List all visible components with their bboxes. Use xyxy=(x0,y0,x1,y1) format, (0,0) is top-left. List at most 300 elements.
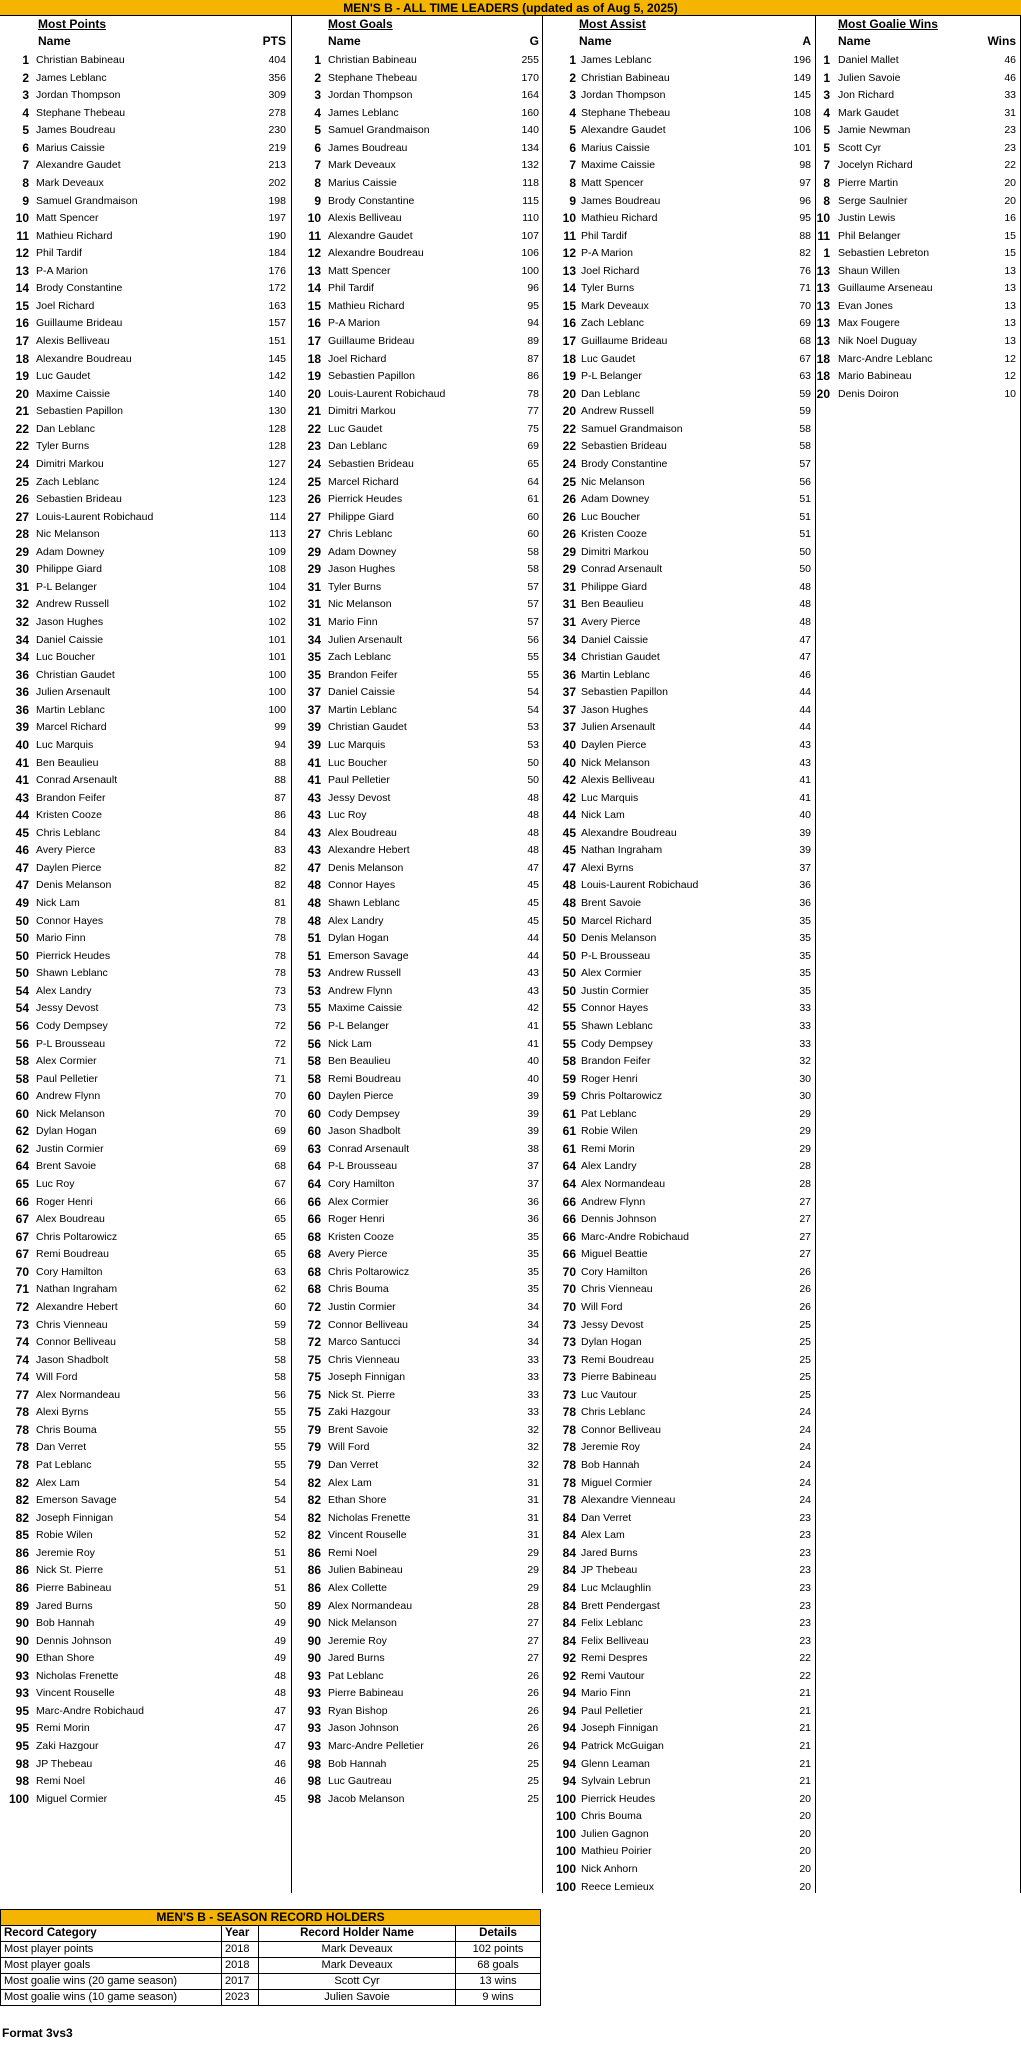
name-cell: Guillaume Arseneau xyxy=(838,282,933,295)
table-row xyxy=(0,1176,291,1194)
value-cell: 39 xyxy=(799,844,811,857)
rank-cell: 25 xyxy=(562,474,576,489)
rank-cell: 84 xyxy=(562,1616,576,1631)
value-cell: 142 xyxy=(268,370,286,383)
rank-cell: 94 xyxy=(562,1739,576,1753)
name-cell: Pierre Martin xyxy=(838,176,899,189)
value-cell: 48 xyxy=(274,1687,286,1700)
name-cell: Alexandre Hebert xyxy=(328,844,410,857)
rank-cell: 10 xyxy=(562,211,576,226)
value-cell: 54 xyxy=(274,1476,286,1489)
table-row xyxy=(0,1123,291,1141)
table-row xyxy=(292,1562,542,1580)
name-cell: Jocelyn Richard xyxy=(838,159,913,172)
table-row xyxy=(292,122,542,140)
rank-cell: 98 xyxy=(307,1791,321,1806)
name-cell: Dimitri Markou xyxy=(581,545,649,558)
rank-cell: 90 xyxy=(15,1633,29,1648)
table-row xyxy=(292,1633,542,1651)
table-row xyxy=(292,1246,542,1264)
value-cell: 78 xyxy=(274,967,286,980)
rank-cell: 18 xyxy=(15,351,29,366)
name-cell: Julien Gagnon xyxy=(581,1827,649,1840)
table-row xyxy=(0,1158,291,1176)
table-row xyxy=(543,210,815,228)
rank-cell: 43 xyxy=(15,790,29,805)
value-cell: 41 xyxy=(799,774,811,787)
table-row xyxy=(0,245,291,263)
table-row xyxy=(543,140,815,158)
rank-cell: 82 xyxy=(15,1475,29,1490)
rank-cell: 37 xyxy=(307,702,321,717)
record-row xyxy=(1,1958,541,1974)
value-cell: 26 xyxy=(527,1704,539,1717)
value-cell: 55 xyxy=(274,1441,286,1454)
name-cell: Paul Pelletier xyxy=(36,1072,98,1085)
name-cell: Alexandre Boudreau xyxy=(328,247,424,260)
value-cell: 58 xyxy=(799,440,811,453)
name-cell: Adam Downey xyxy=(581,493,650,506)
rank-cell: 55 xyxy=(562,1018,576,1033)
value-cell: 72 xyxy=(274,1037,286,1050)
rank-cell: 50 xyxy=(562,913,576,928)
table-row xyxy=(816,315,1020,333)
value-cell: 28 xyxy=(527,1599,539,1612)
value-cell: 45 xyxy=(527,914,539,927)
table-row xyxy=(816,87,1020,105)
name-cell: Brandon Feifer xyxy=(581,1055,651,1068)
rank-cell: 58 xyxy=(307,1054,321,1069)
value-cell: 32 xyxy=(527,1459,539,1471)
rank-cell: 4 xyxy=(22,105,29,120)
name-cell: Dan Verret xyxy=(581,1511,632,1524)
name-cell: Zach Leblanc xyxy=(581,317,645,330)
table-row xyxy=(543,386,815,404)
rank-cell: 58 xyxy=(15,1054,29,1069)
name-cell: Justin Cormier xyxy=(328,1300,396,1313)
rank-cell: 16 xyxy=(15,316,29,331)
table-row xyxy=(543,649,815,667)
value-cell: 78 xyxy=(274,914,286,927)
value-cell: 106 xyxy=(793,124,811,137)
table-row xyxy=(0,421,291,439)
name-cell: Stephane Thebeau xyxy=(36,106,126,119)
table-row xyxy=(0,1317,291,1335)
rank-cell: 7 xyxy=(314,158,321,173)
name-cell: Martin Leblanc xyxy=(36,703,105,716)
rank-cell: 40 xyxy=(15,737,29,752)
value-cell: 48 xyxy=(527,844,539,857)
name-cell: Shawn Leblanc xyxy=(581,1019,653,1032)
value-cell: 101 xyxy=(268,633,286,646)
table-row xyxy=(292,1176,542,1194)
goals-rows xyxy=(292,52,542,1808)
value-cell: 71 xyxy=(799,282,811,295)
value-cell: 20 xyxy=(799,1880,811,1893)
table-row xyxy=(543,544,815,562)
table-row xyxy=(543,1879,815,1897)
name-cell: P-A Marion xyxy=(328,317,380,330)
table-row xyxy=(0,596,291,614)
rank-cell: 11 xyxy=(16,228,29,243)
value-cell: 33 xyxy=(1004,89,1016,102)
rank-cell: 72 xyxy=(307,1317,321,1332)
value-cell: 24 xyxy=(799,1423,811,1436)
rank-cell: 75 xyxy=(307,1370,321,1385)
rank-cell: 18 xyxy=(816,351,830,366)
table-row xyxy=(292,245,542,263)
rank-cell: 73 xyxy=(15,1317,29,1332)
value-cell: 123 xyxy=(268,493,286,506)
value-cell: 213 xyxy=(268,159,286,172)
table-row xyxy=(543,772,815,790)
rank-cell: 14 xyxy=(307,281,321,296)
name-cell: Alexandre Boudreau xyxy=(36,352,132,365)
rank-cell: 78 xyxy=(562,1422,576,1437)
name-cell: Sylvain Lebrun xyxy=(581,1775,651,1788)
value-cell: 63 xyxy=(274,1265,286,1278)
name-cell: Andrew Russell xyxy=(581,405,654,418)
value-cell: 25 xyxy=(527,1775,539,1788)
assists-value-header: A xyxy=(802,34,811,48)
table-row xyxy=(0,719,291,737)
value-cell: 43 xyxy=(527,967,539,980)
name-cell: Marius Caissie xyxy=(36,141,105,154)
value-cell: 46 xyxy=(1004,71,1016,84)
table-row xyxy=(292,1580,542,1598)
value-cell: 25 xyxy=(799,1336,811,1349)
value-cell: 31 xyxy=(527,1529,539,1542)
value-cell: 95 xyxy=(799,212,811,225)
name-cell: Luc Roy xyxy=(328,809,367,822)
name-cell: Dylan Hogan xyxy=(581,1336,642,1349)
name-cell: Joseph Finnigan xyxy=(36,1511,114,1524)
table-row xyxy=(543,1457,815,1475)
value-cell: 24 xyxy=(799,1441,811,1454)
name-cell: Nick Melanson xyxy=(36,1107,105,1120)
rank-cell: 51 xyxy=(307,931,321,946)
record-holder-header: Record Holder Name xyxy=(259,1926,456,1942)
table-row xyxy=(0,263,291,281)
value-cell: 30 xyxy=(799,1090,811,1103)
value-cell: 65 xyxy=(527,457,539,470)
table-row xyxy=(292,1685,542,1703)
name-cell: Chris Leblanc xyxy=(36,826,101,839)
name-cell: Marc-Andre Robichaud xyxy=(36,1704,144,1717)
rank-cell: 4 xyxy=(569,105,576,120)
table-row xyxy=(292,930,542,948)
value-cell: 46 xyxy=(274,1757,286,1770)
table-row xyxy=(543,474,815,492)
value-cell: 36 xyxy=(799,879,811,892)
rank-cell: 37 xyxy=(562,685,576,700)
rank-cell: 78 xyxy=(15,1458,29,1472)
value-cell: 61 xyxy=(527,493,539,506)
name-cell: Daniel Caissie xyxy=(328,686,396,699)
name-cell: Pierre Babineau xyxy=(328,1687,404,1700)
rank-cell: 94 xyxy=(562,1721,576,1736)
rank-cell: 72 xyxy=(307,1299,321,1314)
rank-cell: 50 xyxy=(15,948,29,963)
value-cell: 31 xyxy=(527,1494,539,1507)
value-cell: 77 xyxy=(527,405,539,418)
table-row xyxy=(0,193,291,211)
value-cell: 46 xyxy=(274,1775,286,1788)
value-cell: 170 xyxy=(521,71,539,84)
name-cell: Avery Pierce xyxy=(36,844,96,857)
table-row xyxy=(543,1826,815,1844)
value-cell: 55 xyxy=(527,651,539,664)
rank-cell: 16 xyxy=(307,316,321,331)
rank-cell: 3 xyxy=(22,88,29,103)
value-cell: 81 xyxy=(274,897,286,909)
rank-cell: 41 xyxy=(15,755,29,770)
table-row xyxy=(292,1211,542,1229)
value-cell: 47 xyxy=(799,633,811,646)
most-goals-title: Most Goals xyxy=(328,17,393,31)
table-row xyxy=(0,965,291,983)
value-cell: 102 xyxy=(268,616,286,628)
value-cell: 44 xyxy=(799,686,811,699)
name-cell: Guillaume Brideau xyxy=(581,335,668,347)
table-row xyxy=(816,263,1020,281)
table-row xyxy=(292,1053,542,1071)
rank-cell: 32 xyxy=(15,615,29,629)
rank-cell: 8 xyxy=(314,175,321,190)
name-cell: Jeremie Roy xyxy=(328,1634,387,1647)
table-row xyxy=(292,1527,542,1545)
rank-cell: 43 xyxy=(307,808,321,823)
season-records-title: MEN'S B - SEASON RECORD HOLDERS xyxy=(1,1910,541,1926)
value-cell: 118 xyxy=(522,176,539,189)
table-row xyxy=(292,52,542,70)
name-cell: Mark Deveaux xyxy=(36,176,104,189)
value-cell: 33 xyxy=(799,1019,811,1032)
name-cell: Connor Hayes xyxy=(581,1002,649,1015)
value-cell: 23 xyxy=(799,1564,811,1577)
table-row xyxy=(0,1071,291,1089)
name-cell: Alex Lam xyxy=(328,1476,372,1489)
value-cell: 44 xyxy=(799,703,811,716)
value-cell: 23 xyxy=(799,1546,811,1559)
value-cell: 37 xyxy=(799,861,811,874)
table-row xyxy=(0,491,291,509)
name-cell: Luc Marquis xyxy=(581,791,639,804)
name-cell: Cory Hamilton xyxy=(328,1178,395,1190)
value-cell: 75 xyxy=(527,422,539,435)
value-cell: 31 xyxy=(527,1476,539,1489)
name-cell: Jessy Devost xyxy=(328,791,391,804)
value-cell: 43 xyxy=(799,756,811,769)
table-row xyxy=(543,298,815,316)
value-cell: 69 xyxy=(527,440,539,453)
name-cell: Roger Henri xyxy=(581,1072,638,1085)
rank-cell: 95 xyxy=(15,1703,29,1718)
rank-cell: 17 xyxy=(562,334,576,348)
rank-cell: 55 xyxy=(562,1001,576,1016)
rank-cell: 78 xyxy=(15,1405,29,1420)
table-row xyxy=(543,1299,815,1317)
name-cell: Bob Hannah xyxy=(328,1757,387,1770)
name-cell: Tyler Burns xyxy=(328,580,382,593)
record-year-cell: 2023 xyxy=(222,1990,259,2006)
rank-cell: 66 xyxy=(562,1212,576,1227)
value-cell: 27 xyxy=(527,1634,539,1647)
value-cell: 94 xyxy=(527,317,539,330)
value-cell: 58 xyxy=(527,545,539,558)
name-cell: Brody Constantine xyxy=(328,194,415,207)
name-cell: Shaun Willen xyxy=(838,264,900,277)
rank-cell: 1 xyxy=(314,53,321,67)
value-cell: 51 xyxy=(799,528,811,541)
rank-cell: 10 xyxy=(816,211,830,226)
table-row xyxy=(816,140,1020,158)
name-cell: Dan Leblanc xyxy=(328,440,387,453)
table-row xyxy=(543,561,815,579)
name-cell: Alexandre Vienneau xyxy=(581,1494,676,1507)
value-cell: 29 xyxy=(799,1142,811,1155)
value-cell: 41 xyxy=(527,1019,539,1032)
value-cell: 55 xyxy=(274,1459,286,1471)
table-row xyxy=(0,913,291,931)
value-cell: 56 xyxy=(527,633,539,646)
value-cell: 58 xyxy=(274,1371,286,1384)
name-cell: Denis Melanson xyxy=(36,879,112,892)
table-row xyxy=(0,649,291,667)
value-cell: 25 xyxy=(527,1757,539,1770)
rank-cell: 56 xyxy=(307,1018,321,1033)
name-cell: Daylen Pierce xyxy=(581,738,647,751)
value-cell: 23 xyxy=(799,1581,811,1594)
table-row xyxy=(543,913,815,931)
name-cell: P-L Brousseau xyxy=(328,1160,398,1173)
value-cell: 66 xyxy=(274,1195,286,1208)
rank-cell: 60 xyxy=(15,1089,29,1104)
value-cell: 23 xyxy=(799,1529,811,1542)
rank-cell: 60 xyxy=(15,1106,29,1121)
name-cell: Brandon Feifer xyxy=(328,668,398,681)
rank-cell: 82 xyxy=(307,1528,321,1543)
table-row xyxy=(292,877,542,895)
rank-cell: 10 xyxy=(307,211,321,226)
name-cell: Julien Babineau xyxy=(328,1564,403,1577)
value-cell: 108 xyxy=(268,563,286,576)
name-cell: Will Ford xyxy=(581,1300,623,1313)
value-cell: 39 xyxy=(527,1090,539,1103)
table-row xyxy=(543,1158,815,1176)
rank-cell: 73 xyxy=(562,1317,576,1332)
rank-cell: 84 xyxy=(562,1563,576,1578)
table-row xyxy=(816,193,1020,211)
table-row xyxy=(0,210,291,228)
name-cell: Nicholas Frenette xyxy=(328,1511,411,1524)
value-cell: 47 xyxy=(799,651,811,664)
rank-cell: 86 xyxy=(307,1545,321,1560)
table-row xyxy=(292,491,542,509)
name-cell: Luc Vautour xyxy=(581,1388,637,1401)
rank-cell: 53 xyxy=(307,966,321,981)
name-cell: Remi Despres xyxy=(581,1652,648,1665)
record-category-cell: Most player points xyxy=(1,1942,222,1958)
table-row xyxy=(0,1580,291,1598)
table-row xyxy=(543,1527,815,1545)
name-cell: Sebastien Lebreton xyxy=(838,247,930,260)
table-row xyxy=(292,105,542,123)
name-cell: Julien Arsenault xyxy=(328,633,403,646)
table-row xyxy=(292,1158,542,1176)
table-row xyxy=(543,1843,815,1861)
rank-cell: 19 xyxy=(307,369,321,384)
rank-cell: 86 xyxy=(307,1580,321,1595)
table-row xyxy=(0,1510,291,1528)
table-row xyxy=(543,228,815,246)
name-cell: JP Thebeau xyxy=(581,1564,638,1577)
main-title-banner: MEN'S B - ALL TIME LEADERS (updated as of Aug 5, 2025) xyxy=(0,0,1021,16)
name-cell: Marc-Andre Leblanc xyxy=(838,352,933,365)
value-cell: 65 xyxy=(274,1213,286,1226)
rank-cell: 13 xyxy=(816,263,830,278)
name-cell: Nick Anhorn xyxy=(581,1862,638,1875)
value-cell: 15 xyxy=(1004,247,1016,260)
rank-cell: 18 xyxy=(562,351,576,366)
name-cell: Andrew Russell xyxy=(36,598,109,611)
name-cell: Mathieu Richard xyxy=(328,299,405,312)
value-cell: 78 xyxy=(274,949,286,962)
value-cell: 76 xyxy=(799,264,811,277)
table-row xyxy=(543,1281,815,1299)
name-cell: James Boudreau xyxy=(36,124,116,137)
name-cell: Miguel Beattie xyxy=(581,1248,648,1261)
table-row xyxy=(292,544,542,562)
name-cell: Zach Leblanc xyxy=(328,651,392,664)
table-row xyxy=(292,1738,542,1756)
name-cell: Luc Boucher xyxy=(581,510,640,523)
record-row xyxy=(1,1974,541,1990)
table-row xyxy=(292,667,542,685)
table-row xyxy=(0,842,291,860)
value-cell: 33 xyxy=(799,1002,811,1015)
name-cell: Dimitri Markou xyxy=(36,457,104,470)
rank-cell: 7 xyxy=(22,158,29,173)
name-cell: Mario Finn xyxy=(36,932,86,945)
value-cell: 44 xyxy=(799,721,811,734)
value-cell: 21 xyxy=(799,1775,811,1788)
rank-cell: 24 xyxy=(15,456,29,471)
value-cell: 67 xyxy=(274,1178,286,1190)
rank-cell: 54 xyxy=(15,1001,29,1016)
season-records-header-row xyxy=(1,1926,541,1942)
table-row xyxy=(543,790,815,808)
table-row xyxy=(0,772,291,790)
table-row xyxy=(543,1703,815,1721)
value-cell: 87 xyxy=(527,352,539,365)
name-cell: Tyler Burns xyxy=(581,282,635,295)
rank-cell: 29 xyxy=(562,544,576,559)
rank-cell: 47 xyxy=(15,878,29,893)
rank-cell: 50 xyxy=(15,931,29,946)
table-row xyxy=(543,1422,815,1440)
value-cell: 27 xyxy=(527,1652,539,1665)
name-cell: P-L Brousseau xyxy=(36,1037,106,1050)
table-row xyxy=(816,245,1020,263)
value-cell: 27 xyxy=(799,1248,811,1261)
table-row xyxy=(0,983,291,1001)
value-cell: 58 xyxy=(274,1336,286,1349)
rank-cell: 9 xyxy=(22,193,29,208)
name-cell: Denis Melanson xyxy=(328,861,404,874)
name-cell: Andrew Russell xyxy=(328,967,401,980)
rank-cell: 100 xyxy=(555,1879,576,1894)
